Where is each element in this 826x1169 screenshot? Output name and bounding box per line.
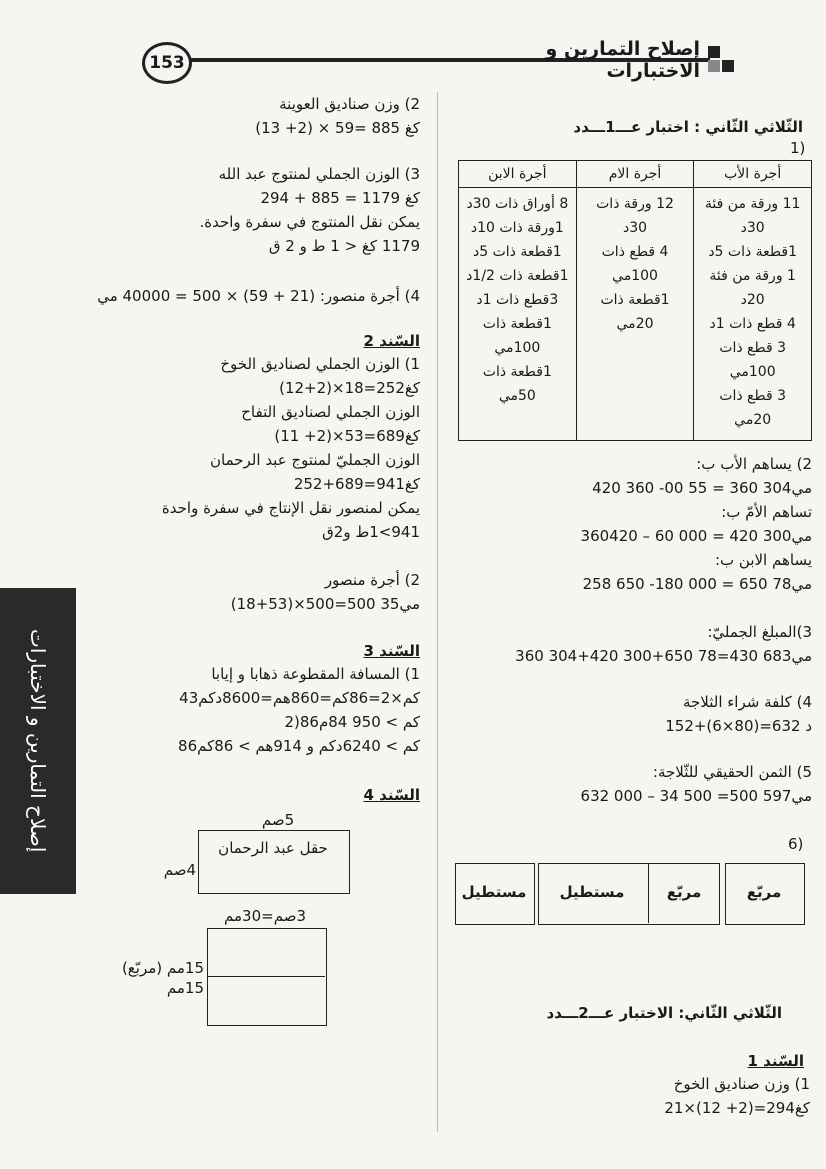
answer-line: 152+(6×80)=632 د (665, 717, 812, 735)
chapter-tab-label: إصلاح التمارين و الاختبارات (26, 629, 50, 853)
shape-label: مستطيل (461, 883, 527, 901)
section-title: الثّلاثي الثّاني: الاختبار عـــ2ـــدد (546, 1004, 782, 1022)
shape-label: مربّع (666, 883, 702, 901)
answer-line: 4) كلفة شراء الثلاجة (682, 693, 812, 711)
answer-line: الوزن الجمليّ لمنتوج عبد الرحمان (210, 451, 420, 469)
table-header: أجرة الأب (694, 161, 812, 188)
son-cell: 8 أوراق ذات 30د 1ورقة ذات 10د 1قطعة ذات 5د 1قطعة ذات 1/2د 3قطع ذات 1د 1قطعة ذات 100مي 1قطعة ذات 50مي (459, 188, 577, 441)
answer-line: 632 000 – 34 500 =500 597مي (580, 787, 812, 805)
answer-line: 360 304+420 300+650 78=430 683مي (515, 647, 812, 665)
answer-line: 5) الثمن الحقيقي للثّلاجة: (652, 763, 812, 781)
answer-line: تساهم الأمّ ب: (721, 503, 812, 521)
field-label: حقل عبد الرحمان (218, 839, 328, 857)
question-number: 1) (790, 139, 806, 157)
sanad-title: السّند 2 (363, 332, 420, 350)
page-number: 153 (142, 42, 192, 84)
column-divider (437, 92, 438, 1132)
answer-line: 2) وزن صناديق العوينة (279, 95, 420, 113)
table-header: أجرة الابن (459, 161, 577, 188)
header-square-icon (708, 46, 720, 58)
page-title: إصلاح التمارين و الاختبارات (545, 38, 700, 82)
answer-line: 3) الوزن الجملي لمنتوج عبد الله (218, 165, 420, 183)
answer-line: 21×(12 +2)=294كغ (664, 1099, 810, 1117)
answer-line: 3)المبلغ الجمليّ: (707, 623, 812, 641)
answer-line: 1179 كغ < 1 ط و 2 ق (268, 237, 420, 255)
dimension-label: 3صم=30مم (224, 907, 306, 925)
answer-line: 252+689=941كغ (293, 475, 420, 493)
answer-line: 2) أجرة منصور (324, 571, 420, 589)
answer-line: 294 + 885 = 1179 كغ (260, 189, 420, 207)
father-cell: 11 ورقة من فئة 30د 1قطعة ذات 5د 1 ورقة من فئة 20د 4 قطع ذات 1د 3 قطع ذات 100مي 3 قطع ذات 20مي (694, 188, 812, 441)
answer-line: 941>1ط و2ق (322, 523, 420, 541)
shape-label: مربّع (746, 883, 782, 901)
answer-line: 2)86كم > 950 84م (284, 713, 420, 731)
answer-line: 86كم > 6240دكم و 914هم > 86كم (178, 737, 420, 755)
answer-line: 1) وزن صناديق الخوخ (673, 1075, 810, 1093)
sanad-title: السّند 3 (363, 642, 420, 660)
mother-cell: 12 ورقة ذات 30د 4 قطع ذات 100مي 1قطعة ذات 20مي (576, 188, 694, 441)
answer-line: يمكن نقل المنتوج في سفرة واحدة. (199, 213, 420, 231)
shape-label: مستطيل (559, 883, 625, 901)
dimension-label: 15مم (166, 979, 204, 997)
answer-line: (11 +2)×53=689كغ (274, 427, 420, 445)
dimension-label: 15مم (مربّع) (121, 959, 204, 977)
answer-line: يمكن لمنصور نقل الإنتاج في سفرة واحدة (161, 499, 420, 517)
sanad-title: السّند 1 (747, 1052, 804, 1070)
answer-line: 360420 – 60 000 = 420 300مي (580, 527, 812, 545)
answer-line: 1) المسافة المقطوعة ذهابا و إيابا (211, 665, 420, 683)
answer-line: 420 360 -00 55 = 360 304مي (592, 479, 812, 497)
answer-line: 43كم×2=86كم=860هم=8600دكم (179, 689, 420, 707)
dimension-label: 4صم (163, 861, 196, 879)
header-square-icon (708, 60, 720, 72)
answer-line: (12+2)×18=252كغ (279, 379, 420, 397)
answer-line: 2) يساهم الأب ب: (696, 455, 812, 473)
section-title: الثّلاثي الثّاني : اختبار عـــ1ـــدد (573, 118, 803, 136)
answer-line: 1) الوزن الجملي لصناديق الخوخ (220, 355, 420, 373)
answer-line: 258 650 -180 000 = 650 78مي (582, 575, 812, 593)
header-square-icon (722, 60, 734, 72)
scaled-rectangle (207, 928, 327, 1026)
wages-table (458, 160, 812, 441)
answer-line: يساهم الابن ب: (714, 551, 812, 569)
table-header: أجرة الام (576, 161, 694, 188)
answer-line: 4) أجرة منصور: (21 + 59) × 500 = 40000 مي (97, 287, 420, 305)
rectangle-divider (207, 976, 325, 977)
answer-line: (18+53)×500=500 35مي (230, 595, 420, 613)
dimension-label: 5صم (261, 811, 295, 829)
question-number: 6) (788, 835, 804, 853)
sanad-title: السّند 4 (363, 786, 420, 804)
answer-line: (13 +2) × 59= 885 كغ (255, 119, 420, 137)
answer-line: الوزن الجملي لصناديق التفاح (241, 403, 420, 421)
